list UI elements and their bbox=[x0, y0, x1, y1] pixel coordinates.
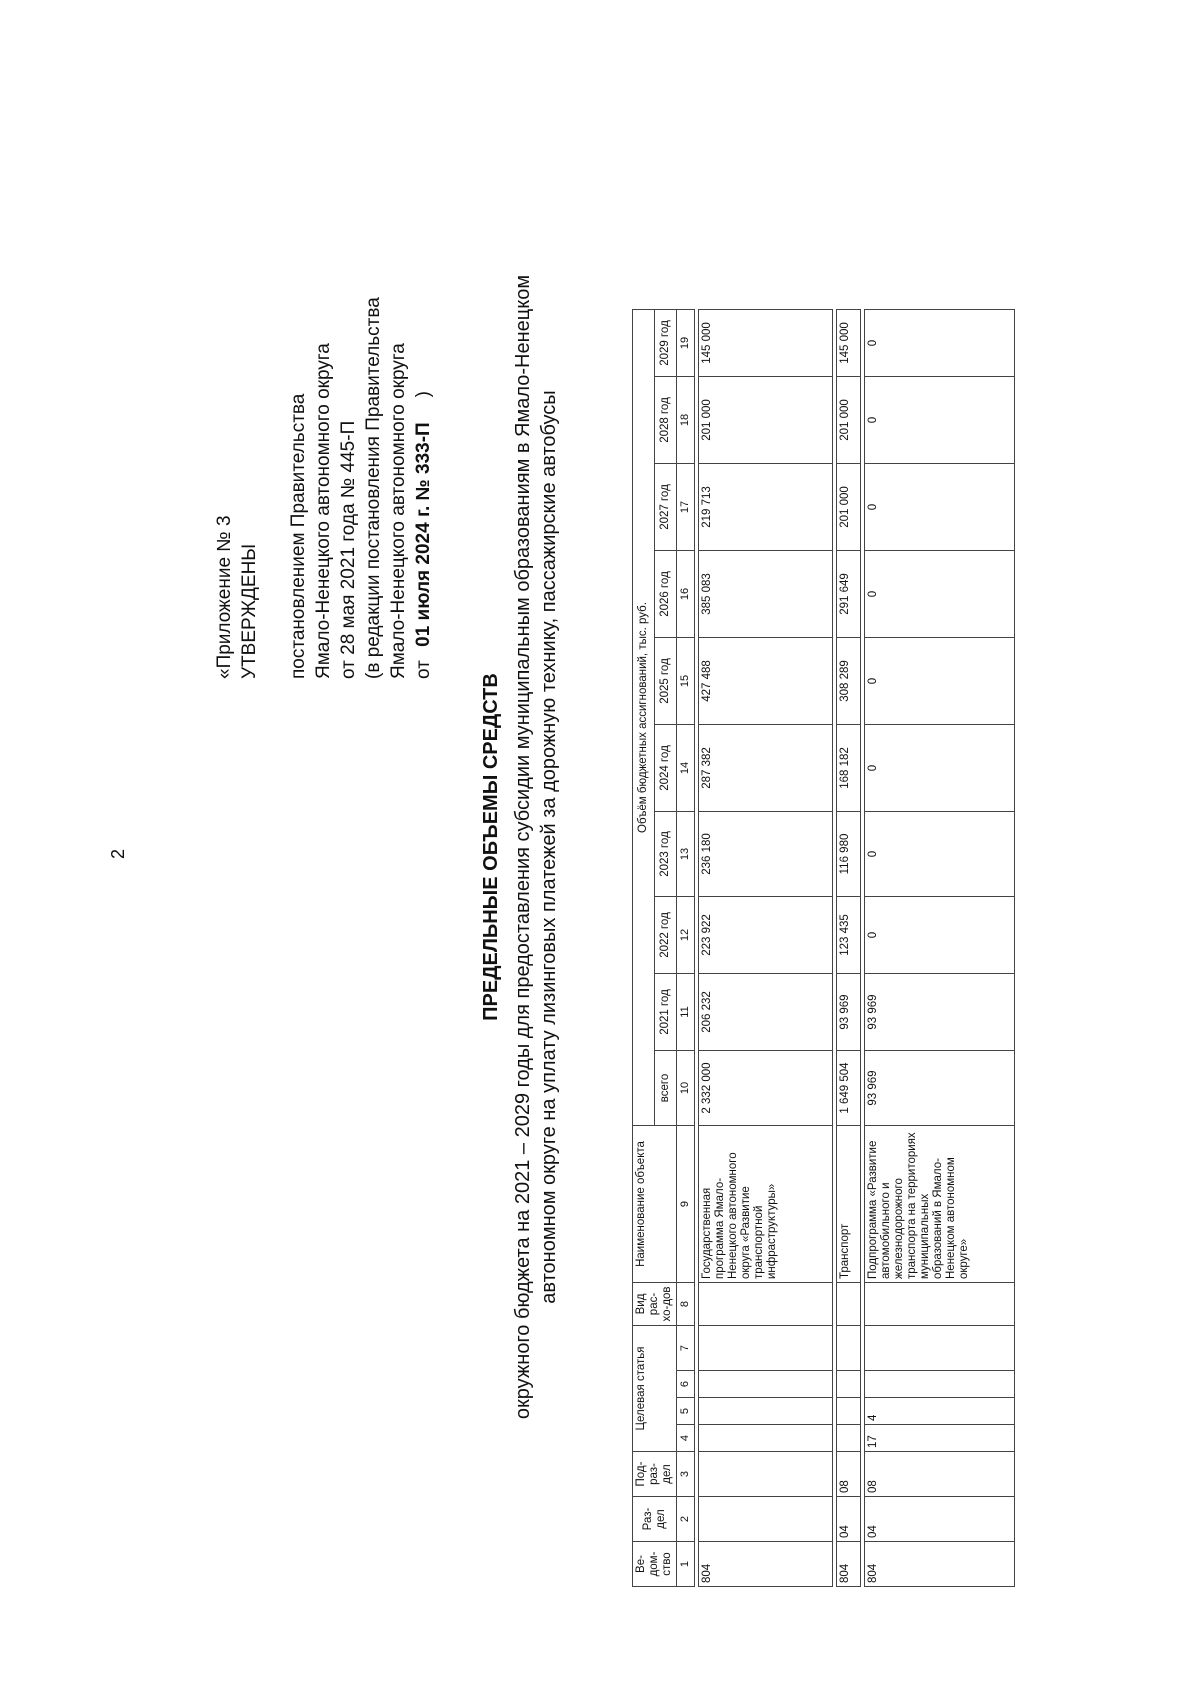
col-num: 15 bbox=[677, 638, 695, 725]
cell-2027: 0 bbox=[865, 464, 1015, 551]
cell-naimenovanie: Подпрограмма «Развитие автомобильного и железнодорожного транспорта на территориях муниципальных образований в Ямало-Ненецком автономном округе» bbox=[865, 1126, 1015, 1283]
edition-date-prefix: от bbox=[413, 660, 434, 679]
cell-2026: 0 bbox=[865, 551, 1015, 638]
col-num: 8 bbox=[677, 1283, 695, 1326]
cell-2024: 0 bbox=[865, 725, 1015, 812]
header-2027: 2027 год bbox=[655, 464, 677, 551]
col-num: 4 bbox=[677, 1425, 695, 1452]
cell-2021: 93 969 bbox=[865, 974, 1015, 1051]
header-2023: 2023 год bbox=[655, 812, 677, 897]
table-row bbox=[837, 310, 861, 1587]
cell-cs2 bbox=[837, 1398, 861, 1425]
cell-vsego: 1 649 504 bbox=[837, 1051, 861, 1126]
cell-2026: 291 649 bbox=[837, 551, 861, 638]
cell-vid bbox=[865, 1283, 1015, 1326]
cell-2022: 223 922 bbox=[699, 897, 833, 974]
table-row bbox=[865, 310, 1015, 1587]
col-num: 1 bbox=[677, 1542, 695, 1587]
approval-line-date: от 28 мая 2021 года № 445-П bbox=[338, 420, 359, 679]
cell-cs4 bbox=[865, 1326, 1015, 1371]
cell-2026: 385 083 bbox=[699, 551, 833, 638]
cell-2027: 201 000 bbox=[837, 464, 861, 551]
cell-2022: 123 435 bbox=[837, 897, 861, 974]
header-vid: Вид рас-хо-дов bbox=[633, 1283, 677, 1326]
column-number-row bbox=[677, 310, 695, 1587]
cell-vsego: 93 969 bbox=[865, 1051, 1015, 1126]
cell-2025: 427 488 bbox=[699, 638, 833, 725]
cell-razdel: 04 bbox=[837, 1497, 861, 1542]
cell-podrazdel: 08 bbox=[837, 1452, 861, 1497]
cell-razdel bbox=[699, 1497, 833, 1542]
col-num: 7 bbox=[677, 1326, 695, 1371]
col-num: 16 bbox=[677, 551, 695, 638]
col-num: 13 bbox=[677, 812, 695, 897]
cell-2028: 0 bbox=[865, 377, 1015, 464]
header-vsego: всего bbox=[655, 1051, 677, 1126]
cell-naimenovanie: Транспорт bbox=[837, 1126, 861, 1283]
cell-2024: 168 182 bbox=[837, 725, 861, 812]
cell-vedomstvo: 804 bbox=[837, 1542, 861, 1587]
document-title: ПРЕДЕЛЬНЫЕ ОБЪЕМЫ СРЕДСТВ bbox=[480, 673, 502, 1021]
cell-cs1 bbox=[837, 1425, 861, 1452]
cell-2029: 145 000 bbox=[837, 310, 861, 377]
cell-podrazdel bbox=[699, 1452, 833, 1497]
cell-vsego: 2 332 000 bbox=[699, 1051, 833, 1126]
cell-2029: 0 bbox=[865, 310, 1015, 377]
cell-2024: 287 382 bbox=[699, 725, 833, 812]
col-num: 10 bbox=[677, 1051, 695, 1126]
cell-2025: 308 289 bbox=[837, 638, 861, 725]
header-2026: 2026 год bbox=[655, 551, 677, 638]
header-2024: 2024 год bbox=[655, 725, 677, 812]
approval-block bbox=[212, 79, 436, 679]
cell-cs4 bbox=[699, 1326, 833, 1371]
col-num: 19 bbox=[677, 310, 695, 377]
col-num: 11 bbox=[677, 974, 695, 1051]
cell-2028: 201 000 bbox=[699, 377, 833, 464]
cell-2021: 206 232 bbox=[699, 974, 833, 1051]
cell-naimenovanie: Государственная программа Ямало-Ненецкого автономного округа «Развитие транспортной инфраструктуры» bbox=[699, 1126, 833, 1283]
approval-line-region: Ямало-Ненецкого автономного округа bbox=[313, 343, 334, 679]
cell-2025: 0 bbox=[865, 638, 1015, 725]
cell-cs1: 17 bbox=[865, 1425, 1015, 1452]
col-num: 2 bbox=[677, 1497, 695, 1542]
subtitle-line-1: окружного бюджета на 2021 – 2029 годы для предоставления субсидии муниципальным образованиям в Ямало-Ненецком bbox=[512, 274, 534, 1420]
col-num: 5 bbox=[677, 1398, 695, 1425]
cell-cs2 bbox=[699, 1398, 833, 1425]
cell-cs2: 4 bbox=[865, 1398, 1015, 1425]
cell-vid bbox=[837, 1283, 861, 1326]
edition-date-suffix: ) bbox=[413, 391, 434, 398]
col-num: 3 bbox=[677, 1452, 695, 1497]
approval-line-approved: УТВЕРЖДЕНЫ bbox=[239, 543, 260, 679]
cell-cs3 bbox=[699, 1371, 833, 1398]
cell-2021: 93 969 bbox=[837, 974, 861, 1051]
cell-2023: 236 180 bbox=[699, 812, 833, 897]
cell-razdel: 04 bbox=[865, 1497, 1015, 1542]
edition-date-number: 01 июля 2024 г. № 333-П bbox=[413, 422, 434, 647]
cell-cs1 bbox=[699, 1425, 833, 1452]
cell-2023: 116 980 bbox=[837, 812, 861, 897]
cell-cs4 bbox=[837, 1326, 861, 1371]
header-naimenovanie: Наименование объекта bbox=[633, 1126, 677, 1283]
col-num: 14 bbox=[677, 725, 695, 812]
col-num: 9 bbox=[677, 1126, 695, 1283]
header-2025: 2025 год bbox=[655, 638, 677, 725]
header-2029: 2029 год bbox=[655, 310, 677, 377]
table-row bbox=[699, 310, 833, 1587]
header-vedomstvo: Ве-дом-ство bbox=[633, 1542, 677, 1587]
budget-table bbox=[632, 309, 1015, 1587]
approval-line-appendix: «Приложение № 3 bbox=[214, 515, 235, 679]
header-obem: Объём бюджетных ассигнований, тыс. руб. bbox=[633, 310, 655, 1126]
cell-cs3 bbox=[837, 1371, 861, 1398]
header-2021: 2021 год bbox=[655, 974, 677, 1051]
cell-vid bbox=[699, 1283, 833, 1326]
page-number: 2 bbox=[108, 848, 128, 859]
col-num: 17 bbox=[677, 464, 695, 551]
cell-cs3 bbox=[865, 1371, 1015, 1398]
col-num: 6 bbox=[677, 1371, 695, 1398]
header-2028: 2028 год bbox=[655, 377, 677, 464]
subtitle-line-2: автономном округе на уплату лизинговых платежей за дорожную технику, пассажирские автобусы bbox=[538, 390, 560, 1304]
approval-line-edition-date bbox=[411, 79, 436, 679]
document-subtitle bbox=[510, 197, 562, 1497]
col-num: 12 bbox=[677, 897, 695, 974]
header-celevaya: Целевая статья bbox=[633, 1326, 677, 1452]
header-podrazdel: Под-раз-дел bbox=[633, 1452, 677, 1497]
approval-line-resolution: постановлением Правительства bbox=[288, 393, 309, 679]
cell-vedomstvo: 804 bbox=[865, 1542, 1015, 1587]
cell-vedomstvo: 804 bbox=[699, 1542, 833, 1587]
col-num: 18 bbox=[677, 377, 695, 464]
header-2022: 2022 год bbox=[655, 897, 677, 974]
cell-podrazdel: 08 bbox=[865, 1452, 1015, 1497]
approval-line-region2: Ямало-Ненецкого автономного округа bbox=[388, 343, 409, 679]
header-razdel: Раз-дел bbox=[633, 1497, 677, 1542]
budget-table-wrapper bbox=[632, 309, 1015, 1587]
cell-2022: 0 bbox=[865, 897, 1015, 974]
approval-line-edition: (в редакции постановления Правительства bbox=[363, 297, 384, 679]
cell-2027: 219 713 bbox=[699, 464, 833, 551]
cell-2029: 145 000 bbox=[699, 310, 833, 377]
cell-2023: 0 bbox=[865, 812, 1015, 897]
cell-2028: 201 000 bbox=[837, 377, 861, 464]
